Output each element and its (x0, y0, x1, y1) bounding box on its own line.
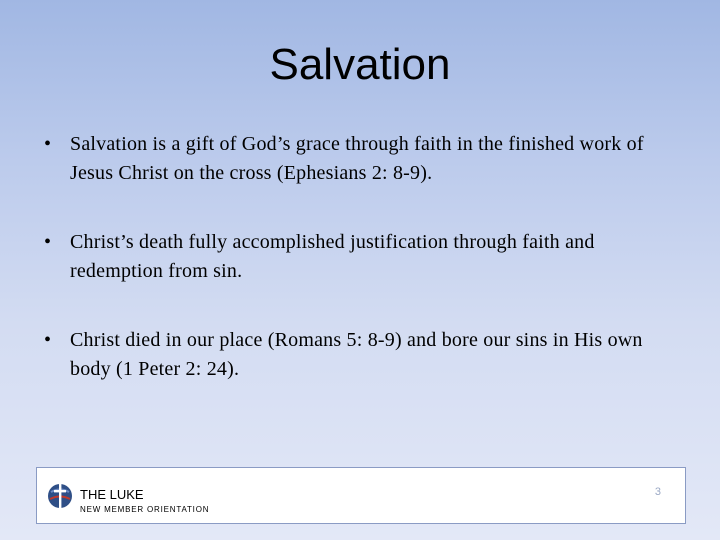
bullet-marker: • (44, 329, 52, 351)
bullet-item (44, 228, 674, 286)
bullet-list (44, 130, 674, 384)
bullet-item (44, 326, 674, 384)
bullet-text: Christ’s death fully accomplished justification through faith and redemption from sin. (70, 231, 595, 282)
bullet-text: Christ died in our place (Romans 5: 8-9) and bore our sins in His own body (1 Peter 2: 24). (70, 329, 643, 380)
slide-footer (36, 467, 686, 524)
bullet-text: Salvation is a gift of God’s grace through faith in the finished work of Jesus Christ on the cross (Ephesians 2: 8-9). (70, 133, 644, 184)
bullet-item (44, 130, 674, 188)
footer-brand: THE LUKE (80, 487, 144, 502)
bullet-marker: • (44, 133, 52, 155)
footer-subtitle: NEW MEMBER ORIENTATION (80, 505, 210, 514)
page-number: 3 (654, 486, 661, 498)
slide-title: Salvation (269, 40, 451, 89)
bullet-marker: • (44, 231, 52, 253)
cross-globe-logo-icon (45, 481, 75, 511)
